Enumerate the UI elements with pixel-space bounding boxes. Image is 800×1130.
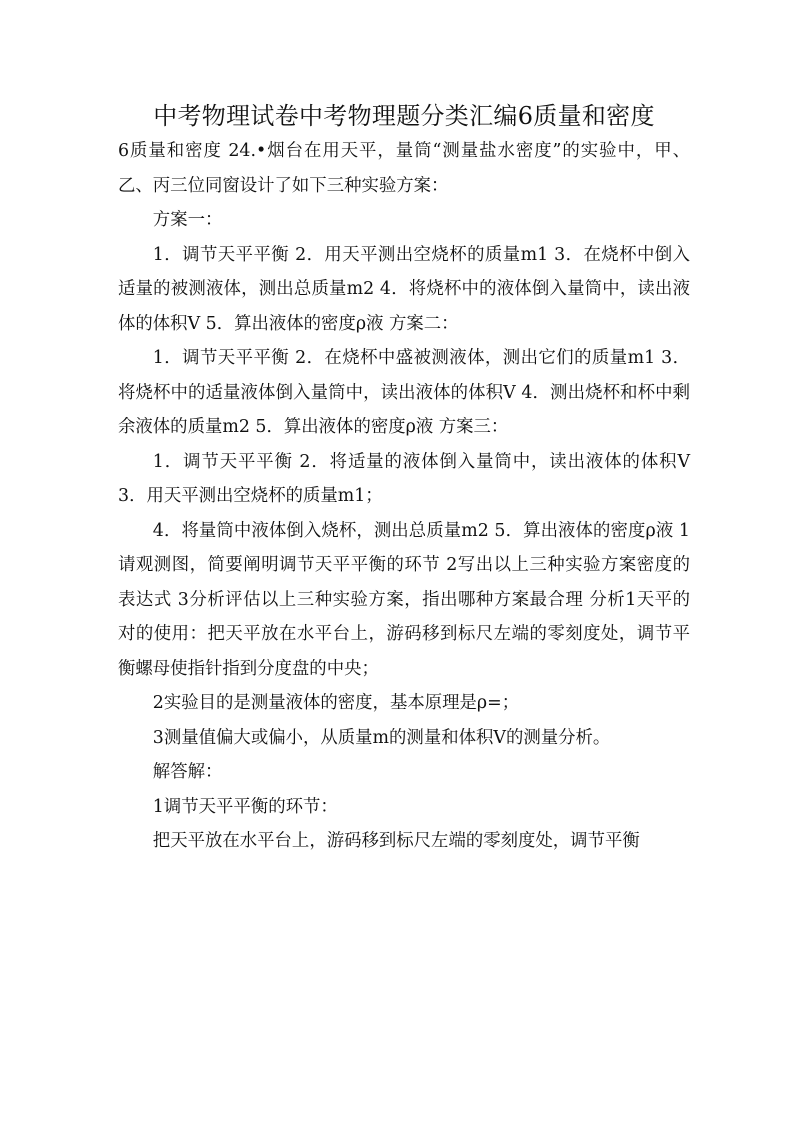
document-body [118, 134, 690, 859]
paragraph-error-analysis: 3测量值偏大或偏小，从质量m的测量和体积V的测量分析。 [152, 727, 611, 748]
paragraph-balance-steps-text: 把天平放在水平台上，游码移到标尺左端的零刻度处，调节平衡 [152, 831, 640, 851]
paragraph-intro: 6质量和密度 24.•烟台在用天平，量筒“测量盐水密度”的实验中，甲、乙、丙三位同窗设计了如下三种实验方案： [118, 141, 690, 196]
document-title: 中考物理试卷中考物理题分类汇编6质量和密度 [153, 102, 655, 130]
paragraph-plan-one-heading: 方案一： [152, 210, 223, 230]
paragraph-questions-analysis: 4．将量筒中液体倒入烧杯，测出总质量m2 5．算出液体的密度ρ液 1请观测图，简要阐明调节天平平衡的环节 2写出以上三种实验方案密度的表达式 3分析评估以上三种实验方案，指出哪种方案最合理 分析1天平的对的使用：把天平放在水平台上，游码移到标尺左端的零刻度处，调节平衡螺母使指针指到分度盘的中央； [118, 520, 690, 679]
paragraph-plan-two-steps: 1．调节天平平衡 2．在烧杯中盛被测液体，测出它们的质量m1 3．将烧杯中的适量液体倒入量筒中，读出液体的体积V 4．测出烧杯和杯中剩余液体的质量m2 5．算出液体的密度ρ液 方案三： [118, 348, 690, 437]
paragraph-principle: 2实验目的是测量液体的密度，基本原理是ρ=； [152, 693, 520, 713]
paragraph-plan-one-steps: 1．调节天平平衡 2．用天平测出空烧杯的质量m1 3．在烧杯中倒入适量的被测液体，测出总质量m2 4．将烧杯中的液体倒入量筒中，读出液体的体积V 5．算出液体的密度ρ液 方案二： [118, 244, 690, 334]
paragraph-solution-heading: 解答解： [152, 762, 223, 782]
paragraph-balance-steps-heading: 1调节天平平衡的环节： [152, 796, 338, 817]
paragraph-plan-three-steps: 1．调节天平平衡 2．将适量的液体倒入量筒中，读出液体的体积V 3．用天平测出空烧杯的质量m1； [118, 451, 690, 506]
